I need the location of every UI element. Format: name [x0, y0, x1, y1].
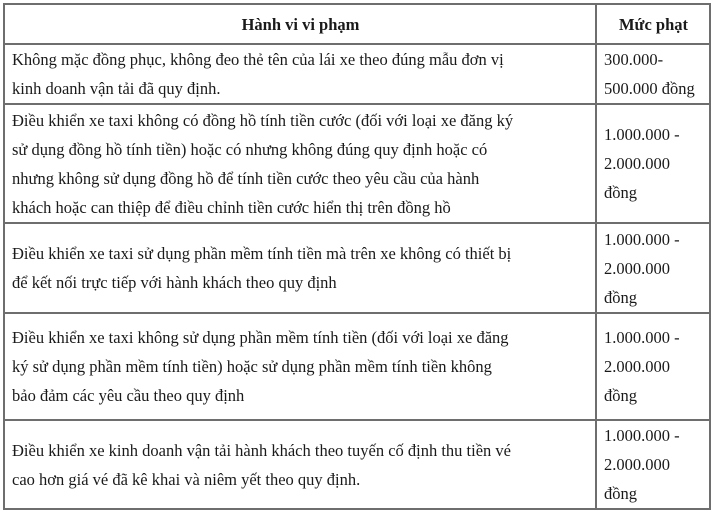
table-row	[4, 104, 710, 223]
cell-line: 300.000-	[604, 50, 664, 69]
penalty-table	[3, 3, 711, 510]
cell-line: sử dụng đồng hồ tính tiền) hoặc có nhưng không đúng quy định hoặc có	[12, 139, 488, 159]
cell-line: 2.000.000	[604, 154, 670, 173]
cell-line: để kết nối trực tiếp với hành khách theo quy định	[12, 273, 337, 292]
fine-cell	[596, 104, 710, 223]
cell-line: nhưng không sử dụng đồng hồ để tính tiền cước theo yêu cầu của hành	[12, 168, 480, 188]
cell-line: 500.000 đồng	[604, 79, 695, 98]
table-row	[4, 223, 710, 313]
fine-cell	[596, 223, 710, 313]
cell-line: đồng	[604, 386, 637, 405]
cell-line: khách hoặc can thiệp để điều chỉnh tiền cước hiển thị trên đồng hồ	[12, 197, 451, 217]
table-row	[4, 44, 710, 104]
cell-line: cao hơn giá vé đã kê khai và niêm yết theo quy định.	[12, 469, 361, 489]
violation-cell	[4, 223, 596, 313]
violation-cell	[4, 44, 596, 104]
violation-cell	[4, 420, 596, 509]
header-row	[4, 4, 710, 44]
fine-cell	[596, 313, 710, 420]
cell-line: ký sử dụng phần mềm tính tiền) hoặc sử dụng phần mềm tính tiền không	[12, 357, 492, 376]
cell-line: đồng	[604, 287, 637, 307]
fine-cell	[596, 44, 710, 104]
cell-line: Điều khiển xe kinh doanh vận tải hành khách theo tuyến cố định thu tiền vé	[12, 440, 511, 460]
cell-line: Điều khiển xe taxi không sử dụng phần mềm tính tiền (đối với loại xe đăng	[12, 328, 509, 347]
cell-line: Điều khiển xe taxi sử dụng phần mềm tính tiền mà trên xe không có thiết bị	[12, 244, 512, 263]
cell-line: kinh doanh vận tải đã quy định.	[12, 79, 221, 98]
cell-line: 2.000.000	[604, 455, 670, 474]
cell-line: 2.000.000	[604, 357, 670, 376]
cell-line: 1.000.000 -	[604, 426, 680, 445]
header-fine: Mức phạt	[596, 4, 710, 44]
cell-line: 1.000.000 -	[604, 328, 680, 347]
cell-line: đồng	[604, 484, 637, 503]
cell-line: 2.000.000	[604, 258, 670, 278]
table-row	[4, 420, 710, 509]
fine-cell	[596, 420, 710, 509]
table-row	[4, 313, 710, 420]
violation-cell	[4, 313, 596, 420]
cell-line: Không mặc đồng phục, không đeo thẻ tên của lái xe theo đúng mẫu đơn vị	[12, 50, 504, 69]
header-violation: Hành vi vi phạm	[4, 4, 596, 44]
violation-cell	[4, 104, 596, 223]
cell-line: đồng	[604, 183, 637, 202]
cell-line: Điều khiển xe taxi không có đồng hồ tính tiền cước (đối với loại xe đăng ký	[12, 110, 514, 130]
cell-line: 1.000.000 -	[604, 125, 680, 144]
cell-line: 1.000.000 -	[604, 229, 680, 249]
cell-line: bảo đảm các yêu cầu theo quy định	[12, 386, 245, 405]
